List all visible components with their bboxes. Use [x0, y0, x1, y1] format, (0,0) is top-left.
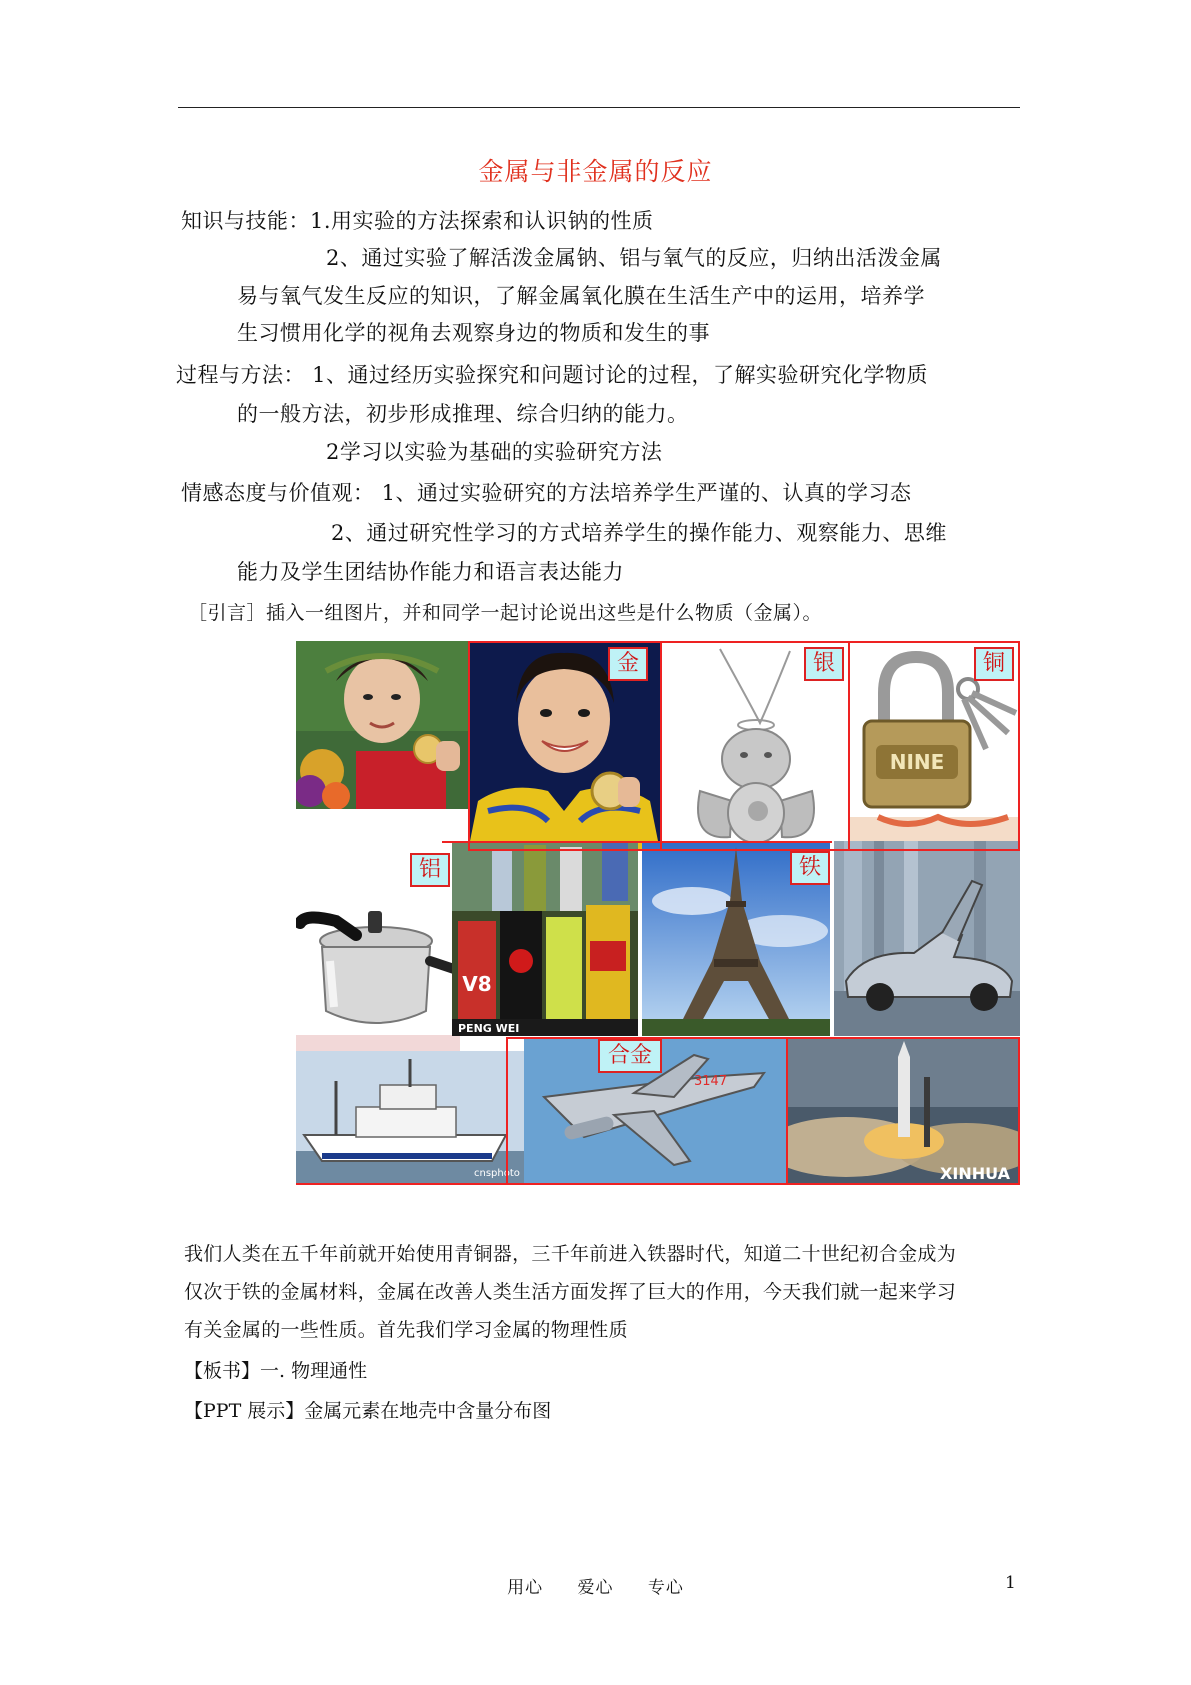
label-aluminum: 铝 [410, 853, 450, 887]
ppt-note: 【PPT 展示】金属元素在地壳中含量分布图 [184, 1400, 552, 1422]
objective-emotion-2: 2、通过研究性学习的方式培养学生的操作能力、观察能力、思维 [331, 521, 947, 545]
footer-word-1: 用心 [507, 1578, 544, 1598]
body-line-3: 有关金属的一些性质。首先我们学习金属的物理性质 [184, 1319, 628, 1341]
sports-car-photo [834, 841, 1020, 1036]
svg-text:V8: V8 [462, 972, 492, 996]
objective-knowledge: 知识与技能：1.用实验的方法探索和认识钠的性质 [181, 209, 654, 233]
objective-process-2: 的一般方法，初步形成推理、综合归纳的能力。 [237, 402, 689, 426]
objective-emotion: 情感态度与价值观： 1、通过实验研究的方法培养学生严谨的、认真的学习态 [181, 481, 912, 505]
jet-number-text: 3147 [694, 1074, 728, 1089]
label-gold: 金 [608, 647, 648, 681]
rocket-launch-photo [786, 1037, 1020, 1185]
body-paragraph [184, 1235, 1024, 1349]
metal-photo-collage [296, 641, 1020, 1185]
ship-watermark-text: cnsphoto [474, 1168, 520, 1179]
cans-caption-text: PENG WEI [458, 1022, 520, 1035]
page-number: 1 [1005, 1573, 1016, 1593]
footer-word-3: 专心 [647, 1578, 684, 1598]
objective-knowledge-3: 易与氧气发生反应的知识，了解金属氧化膜在生活生产中的运用，培养学 [237, 284, 925, 308]
objective-emotion-3: 能力及学生团结协作能力和语言表达能力 [237, 560, 624, 584]
ship-photo [296, 1051, 524, 1185]
label-silver: 银 [804, 647, 844, 681]
label-alloy: 合金 [598, 1039, 662, 1073]
header-rule [178, 107, 1020, 108]
aluminum-cans-photo [452, 841, 638, 1036]
label-copper: 铜 [974, 647, 1014, 681]
board-note: 【板书】一. 物理通性 [184, 1360, 368, 1382]
page-title: 金属与非金属的反应 [478, 157, 713, 186]
objective-knowledge-2: 2、通过实验了解活泼金属钠、铝与氧气的反应，归纳出活泼金属 [326, 246, 942, 270]
lock-brand-text: NINE [889, 750, 945, 774]
intro-text: ［引言］插入一组图片，并和同学一起讨论说出这些是什么物质（金属）。 [188, 602, 823, 624]
body-line-1: 我们人类在五千年前就开始使用青铜器，三千年前进入铁器时代，知道二十世纪初合金成为 [184, 1243, 957, 1265]
rocket-watermark-text: XINHUA [940, 1164, 1010, 1183]
label-iron: 铁 [790, 851, 830, 885]
body-line-2: 仅次于铁的金属材料，金属在改善人类生活方面发挥了巨大的作用，今天我们就一起来学习 [184, 1281, 957, 1303]
diver-medal-photo [296, 641, 468, 809]
footer-word-2: 爱心 [577, 1578, 614, 1598]
objective-process-3: 2学习以实验为基础的实验研究方法 [326, 440, 663, 464]
objective-process: 过程与方法： 1、通过经历实验探究和问题讨论的过程，了解实验研究化学物质 [176, 363, 929, 387]
objective-knowledge-4: 生习惯用化学的视角去观察身边的物质和发生的事 [237, 321, 710, 345]
